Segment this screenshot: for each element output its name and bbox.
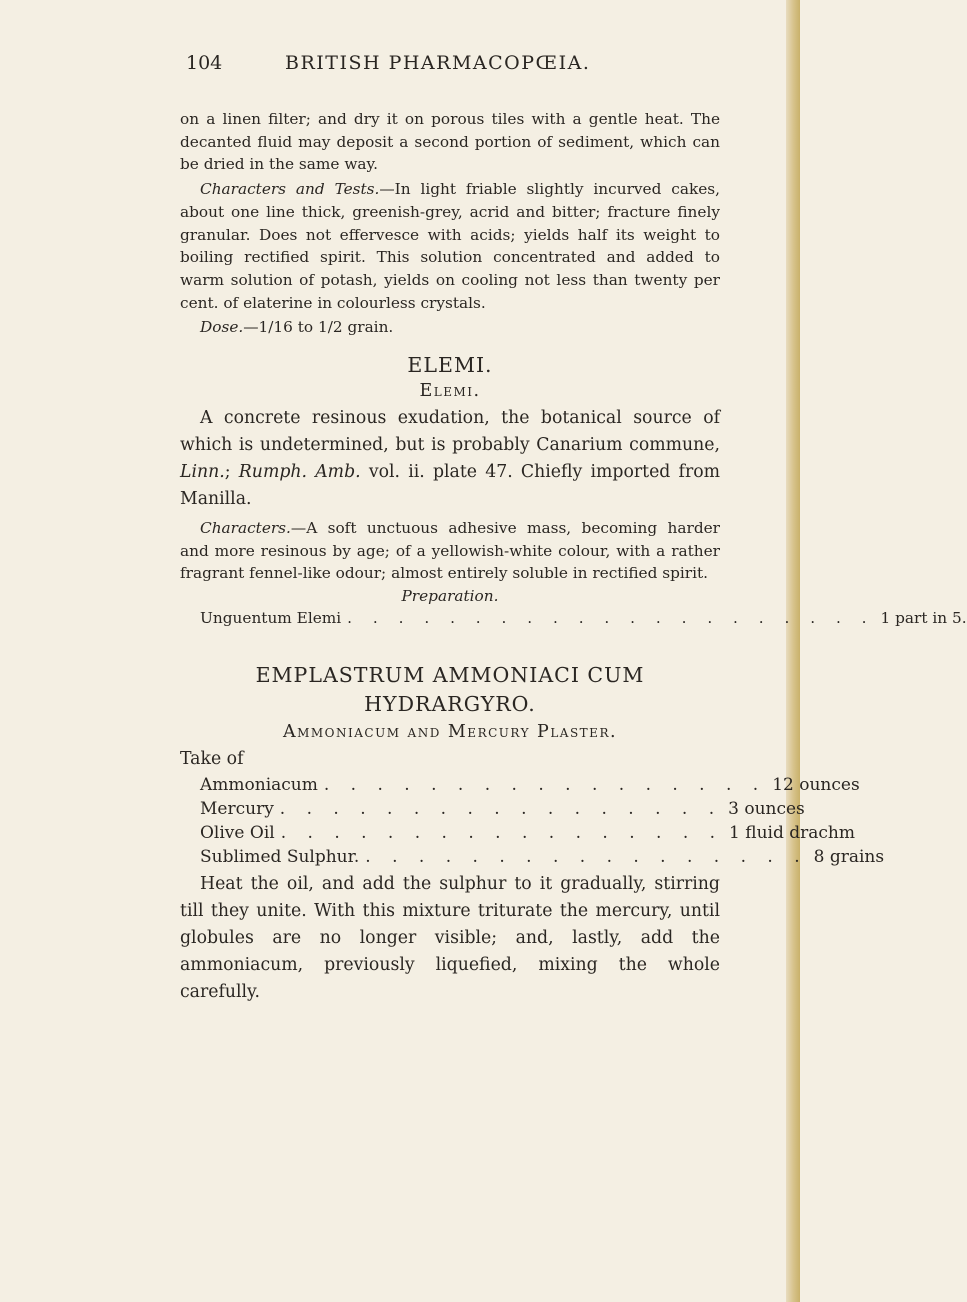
leader-dots: . . . . . . . . . . . . . . . . . [323, 774, 767, 795]
page-number: 104 [186, 52, 223, 74]
ingredient-name: Olive Oil [200, 822, 275, 843]
leader-dots: . . . . . . . . . . . . . . . . . [280, 822, 724, 843]
emplastrum-subtitle: Ammoniacum and Mercury Plaster. [282, 721, 618, 742]
ingredient-name: Ammoniacum [200, 774, 318, 795]
elemi-characters-lead: Characters. [200, 519, 291, 538]
elemi-desc-b: ; [224, 462, 239, 483]
page-header [0, 52, 800, 82]
ingredient-amount: 12 ounces [772, 774, 860, 795]
leader-dots: . . . . . . . . . . . . . . . . . [365, 846, 808, 867]
elemi-characters [180, 517, 720, 585]
elemi-desc-rumph: Rumph. Amb. [238, 462, 361, 483]
page-body [180, 108, 967, 1006]
ingredient-row [200, 773, 860, 797]
dose-text: —1/16 to 1/2 grain. [243, 318, 394, 337]
elemi-description [180, 405, 720, 513]
dose-paragraph [180, 316, 720, 339]
elemi-desc-a: A concrete resinous exudation, the botanical source of which is undetermined, but is probably Canarium commune, [180, 408, 720, 456]
ingredient-list [180, 773, 885, 869]
emplastrum-title-line2: HYDRARGYRO. [364, 691, 536, 716]
preparation-row [180, 607, 967, 630]
ingredient-row [200, 845, 885, 869]
leader-dots: . . . . . . . . . . . . . . . . . . . . . [347, 609, 875, 628]
method-paragraph: Heat the oil, and add the sulphur to it gradually, stirring till they unite. With this mixture triturate the mercury, until globules are no longer visible; and, lastly, add the ammoniacum, previously liquefied, mixing the whole carefully. [180, 873, 720, 1002]
page-edge [786, 0, 800, 1302]
leader-dots: . . . . . . . . . . . . . . . . . [279, 798, 723, 819]
dose-lead: Dose. [200, 318, 244, 337]
characters-tests-lead: Characters and Tests. [200, 180, 380, 199]
emplastrum-title-line1: EMPLASTRUM AMMONIACI CUM [255, 662, 645, 687]
intro-paragraph: on a linen filter; and dry it on porous tiles with a gentle heat. The decanted fluid may deposit a second portion of sediment, which can be dried in the same way. [180, 110, 720, 174]
preparation-heading: Preparation. [401, 587, 499, 606]
elemi-desc-c: vol. ii. plate 47. Chiefly imported from Manilla. [180, 462, 721, 510]
ingredient-name: Sublimed Sulphur. [200, 846, 360, 867]
characters-tests-text: —In light friable slightly incurved cakes, about one line thick, greenish-grey, acrid and bitter; fracture finely granular. Does not effervesce with acids; yields half its weight to boiling rectified spirit. This solution concentrated and added to warm solution of potash, yields on cooling not less than twenty per cent. of elaterine in colourless crystals. [180, 180, 720, 312]
ingredient-amount: 1 fluid drachm [729, 822, 855, 843]
running-head: BRITISH PHARMACOPŒIA. [285, 52, 591, 74]
characters-tests-paragraph [180, 178, 720, 314]
ingredient-row [200, 821, 855, 845]
ingredient-amount: 3 ounces [728, 798, 805, 819]
preparation-amount: 1 part in 5. [880, 609, 967, 628]
elemi-title: ELEMI. [407, 353, 493, 378]
elemi-desc-linn: Linn. [180, 462, 225, 483]
ingredient-amount: 8 grains [813, 846, 885, 867]
elemi-characters-text: —A soft unctuous adhesive mass, becoming harder and more resinous by age; of a yellowish-white colour, with a rather fragrant fennel-like odour; almost entirely soluble in rectified spirit. [180, 519, 720, 583]
ingredient-row [200, 797, 805, 821]
take-of: Take of [180, 748, 244, 769]
preparation-name: Unguentum Elemi [200, 609, 342, 628]
elemi-subtitle: Elemi. [419, 381, 481, 402]
ingredient-name: Mercury [200, 798, 274, 819]
